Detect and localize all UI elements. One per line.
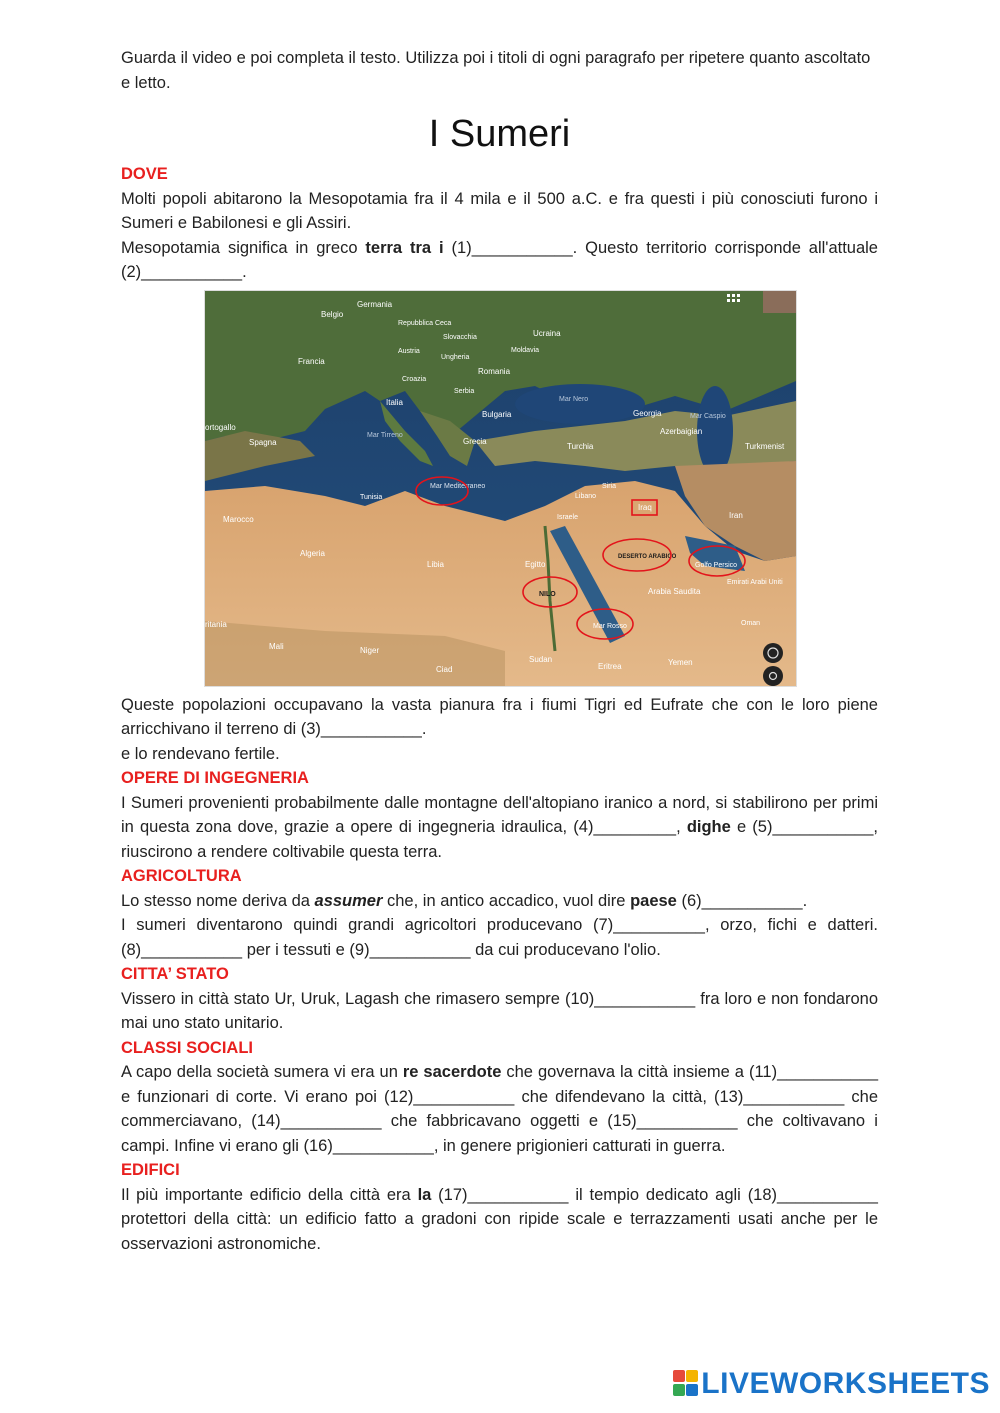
map-label-yemen: Yemen	[668, 657, 693, 667]
map-label-golfo: Golfo Persico	[695, 561, 738, 569]
blank-18[interactable]: ___________	[777, 1185, 878, 1204]
section-heading-agricoltura: AGRICOLTURA	[121, 867, 242, 885]
map-label-grecia: Grecia	[463, 436, 487, 446]
map-label-francia: Francia	[298, 356, 325, 366]
blank-12[interactable]: ___________	[413, 1087, 515, 1106]
dove-paragraph-2: Mesopotamia significa in greco terra tra i (1)___________. Questo territorio corrisponde all'attuale (2)___________.	[121, 238, 878, 281]
dove-paragraph-3: Queste popolazioni occupavano la vasta pianura fra i fiumi Tigri ed Eufrate che con le loro piene arricchivano il terreno di (3)___________. e lo rendevano fertile.	[121, 695, 878, 763]
map-label-mar-tirreno: Mar Tirreno	[367, 431, 403, 439]
avatar[interactable]	[763, 291, 796, 313]
blank-16[interactable]: ___________	[332, 1136, 434, 1155]
liveworksheets-logo-text: LIVEWORKSHEETS	[701, 1367, 990, 1400]
liveworksheets-logo[interactable]	[673, 1367, 990, 1401]
map-label-nilo: NILO	[539, 590, 556, 598]
map-label-germania: Germania	[357, 299, 393, 309]
dove-paragraph-1: Molti popoli abitarono la Mesopotamia fra il 4 mila e il 500 a.C. e fra questi i più conosciuti furono i Sumeri e Babilonesi e gli Assiri.	[121, 189, 878, 232]
map-label-spagna: Spagna	[249, 437, 277, 447]
globe-icon[interactable]	[763, 643, 783, 663]
page-title: I Sumeri	[428, 113, 571, 155]
blank-8[interactable]: ___________	[141, 940, 243, 959]
map-label-ciad: Ciad	[436, 664, 453, 674]
blank-10[interactable]: ___________	[594, 989, 696, 1008]
map-label-arabia: Arabia Saudita	[648, 586, 701, 596]
map-label-sudan: Sudan	[529, 654, 553, 664]
map-label-italia: Italia	[386, 397, 403, 407]
map-label-austria: Austria	[398, 347, 420, 355]
classi-paragraph: A capo della società sumera vi era un re sacerdote che governava la città insieme a (11)___________ e funzionari di corte. Vi erano poi (12)___________ che difendevano la città, (13)___________ che commerciavano, (14)___________ che fabbricavano oggetti e (15)___________ che coltivavano i campi. Infine vi erano gli (16)___________, in genere prigionieri catturati in guerra.	[121, 1063, 879, 1155]
map-label-israele: Israele	[557, 513, 579, 521]
map-label-algeria: Algeria	[300, 548, 325, 558]
section-heading-classi: CLASSI SOCIALI	[121, 1038, 254, 1057]
map-label-iran: Iran	[729, 510, 743, 520]
blank-9[interactable]: ___________	[369, 940, 471, 959]
agricoltura-paragraph-1: Lo stesso nome deriva da assumer che, in antico accadico, vuol dire paese (6)___________.	[121, 891, 808, 910]
map-label-egitto: Egitto	[525, 559, 546, 569]
agricoltura-paragraph-2: I sumeri diventarono quindi grandi agricoltori producevano (7)__________, orzo, fichi e datteri. (8)___________ per i tessuti e (9)___________ da cui producevano l'olio.	[121, 916, 878, 959]
citta-paragraph: Vissero in città stato Ur, Uruk, Lagash che rimasero sempre (10)___________ fra loro e non fondarono mai uno stato unitario.	[121, 989, 878, 1032]
section-heading-edifici: EDIFICI	[121, 1161, 180, 1179]
blank-5[interactable]: ___________	[772, 818, 874, 836]
map-label-turchia: Turchia	[567, 441, 594, 451]
map-label-niger: Niger	[360, 645, 380, 655]
map-label-tunisia: Tunisia	[360, 493, 383, 501]
blank-13[interactable]: ___________	[743, 1087, 845, 1106]
map-label-deserto: DESERTO ARABICO	[618, 553, 677, 560]
blank-14[interactable]: ___________	[280, 1112, 382, 1130]
map-label-mali: Mali	[269, 641, 284, 651]
map-label-libia: Libia	[427, 559, 444, 569]
map-label-marocco: Marocco	[223, 514, 254, 524]
section-heading-citta: CITTA’ STATO	[121, 965, 229, 983]
blank-4[interactable]: _________	[593, 818, 677, 836]
map-image	[204, 290, 797, 687]
edifici-paragraph: Il più importante edificio della città era la (17)___________ il tempio dedicato agli (18)___________ protettori della città: un edificio fatto a gradoni con ripide scale e terrazzamenti usati anche per le osservazioni astronomiche.	[121, 1185, 878, 1253]
map-label-slovacchia: Slovacchia	[443, 333, 477, 341]
blank-15[interactable]: ___________	[636, 1112, 738, 1130]
location-icon[interactable]	[763, 666, 783, 686]
map-label-mar-nero: Mar Nero	[559, 395, 589, 403]
map-label-portogallo: ortogallo	[205, 422, 236, 432]
map-label-azerbaigian: Azerbaigian	[660, 426, 703, 436]
map-label-ungheria: Ungheria	[441, 353, 470, 361]
map-label-moldavia: Moldavia	[511, 346, 540, 354]
map-label-rep-ceca: Repubblica Ceca	[398, 319, 452, 327]
map-label-oman: Oman	[741, 619, 761, 627]
opere-paragraph: I Sumeri provenienti probabilmente dalle montagne dell'altopiano iranico a nord, si stabilirono per primi in questa zona dove, grazie a opere di ingegneria idraulica, (4)_________, dighe e (5)___________, riuscirono a rendere coltivabile questa terra.	[121, 793, 879, 861]
blank-2[interactable]: ___________	[141, 263, 243, 281]
map-label-ucraina: Ucraina	[533, 328, 561, 338]
liveworksheets-logo-icon	[673, 1370, 699, 1398]
blank-11[interactable]: ___________	[777, 1063, 879, 1081]
map-label-georgia: Georgia	[633, 408, 662, 418]
blank-17[interactable]: ___________	[467, 1185, 569, 1204]
section-heading-opere: OPERE DI INGEGNERIA	[121, 769, 309, 787]
map-label-emirati: Emirati Arabi Uniti	[727, 578, 783, 586]
map-label-turkmenistan: Turkmenist	[745, 441, 785, 451]
map-label-mar-caspio: Mar Caspio	[690, 412, 726, 420]
blank-6[interactable]: ___________	[701, 891, 803, 910]
blank-1[interactable]: ___________	[471, 238, 573, 257]
worksheet	[121, 46, 878, 1256]
blank-7[interactable]: __________	[613, 916, 705, 934]
instructions: Guarda il video e poi completa il testo. Utilizza poi i titoli di ogni paragrafo per ripetere quanto ascoltato e letto.	[121, 49, 871, 92]
map-label-libano: Libano	[575, 492, 597, 500]
map-label-belgio: Belgio	[321, 309, 344, 319]
map-label-mauritania: ritania	[205, 619, 227, 629]
map-label-eritrea: Eritrea	[598, 661, 622, 671]
map-label-bulgaria: Bulgaria	[482, 409, 512, 419]
map-label-iraq: Iraq	[638, 502, 652, 512]
map-label-serbia: Serbia	[454, 387, 475, 395]
map-label-mar-rosso: Mar Rosso	[593, 622, 627, 630]
map-label-romania: Romania	[478, 366, 511, 376]
map-label-siria: Siria	[602, 482, 617, 490]
map-label-mar-med: Mar Mediterraneo	[430, 482, 486, 490]
blank-3[interactable]: ___________	[320, 720, 422, 738]
map-label-croazia: Croazia	[402, 375, 427, 383]
section-heading-dove: DOVE	[121, 165, 168, 183]
